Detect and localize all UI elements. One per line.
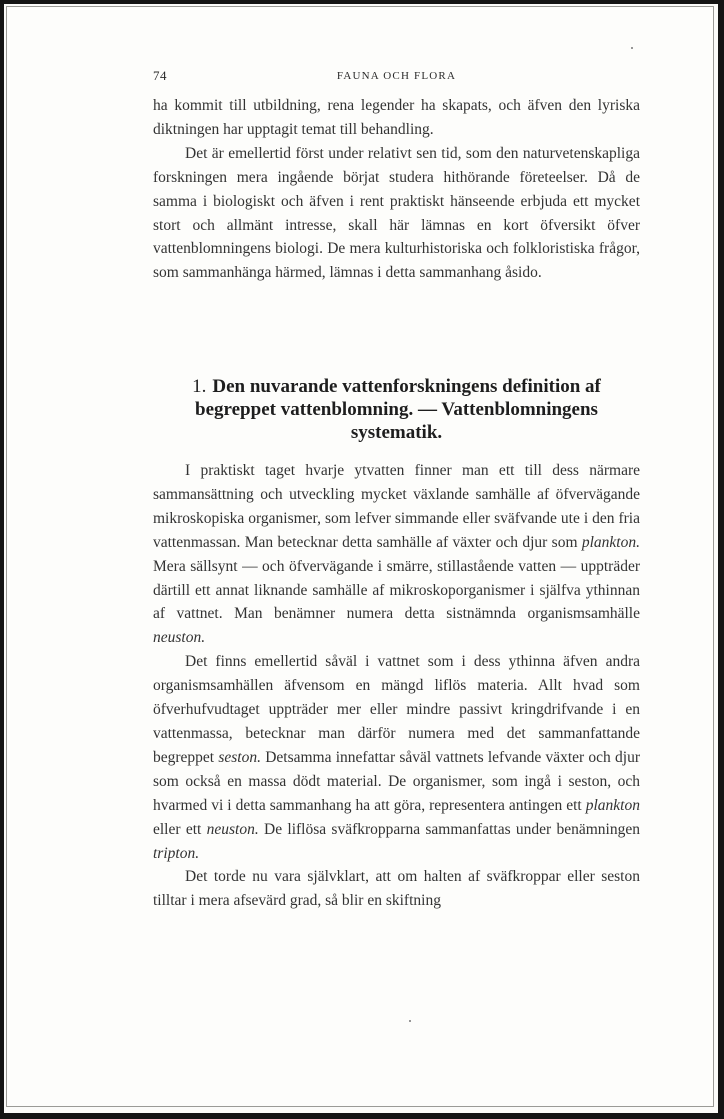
paper-speck [409, 1020, 411, 1022]
intro-text [153, 94, 640, 285]
term-italic: neuston. [206, 820, 259, 838]
term-italic: plankton [585, 796, 640, 814]
term-italic: seston. [218, 748, 261, 766]
term-italic: tripton. [153, 844, 200, 862]
text-run: Det finns emellertid såväl i vattnet som i dess ythinna äfven andra organismsamhällen äfvensom en mängd liflös materia. Allt hvad som öfverhufvudtaget uppträder mer eller mindre passivt kringdrifvande i en vattenmassa, betecknar man därför numera med det sammanfattande begreppet [153, 653, 640, 766]
text-run: Detsamma innefattar såväl vattnets lefvande växter och djur som också en massa dödt material. De organismer, som ingå i seston, och hvarmed vi i detta sammanhang ha att göra, representera antingen ett [153, 748, 640, 814]
book-page [6, 6, 714, 1107]
paragraph: ha kommit till utbildning, rena legender ha skapats, och äfven den lyriska diktningen har upptagit temat till behandling. [153, 97, 640, 138]
text-run: I praktiskt taget hvarje ytvatten finner man ett till dess närmare sammansättning och utveckling mycket växlande samhälle af öfvervägande mikroskopiska organismer, som lefver simmande eller sväfvande ute i den fria vattenmassan. Man betecknar detta samhälle af växter och djur som [153, 462, 640, 551]
text-run: Mera sällsynt — och öfvervägande i smärre, stillastående vatten — uppträder därtill ett annat liknande samhälle af mikroskoporganismer i själfva ythinnan af vattnet. Man benämner numera detta sistnämnda organismsamhälle [153, 557, 640, 623]
page-number: 74 [153, 68, 167, 83]
section-title: Den nuvarande vattenforskningens definition af begreppet vattenblomning. — Vattenblomningens systematik. [195, 376, 601, 443]
section-body [153, 459, 640, 913]
paragraph [153, 650, 640, 865]
text-run: eller ett [153, 820, 207, 838]
section-number: 1. [192, 376, 207, 397]
term-italic: plankton. [581, 533, 640, 551]
page-header [153, 68, 640, 88]
term-italic: neuston. [153, 629, 206, 647]
text-run: De liflösa sväfkropparna sammanfattas under benämningen [258, 820, 640, 838]
paragraph: Det torde nu vara självklart, att om halten af sväfkroppar eller seston tilltar i mera afsevärd grad, så blir en skiftning [153, 868, 640, 910]
paper-speck [631, 47, 633, 49]
paragraph [153, 459, 640, 650]
paragraph: Det är emellertid först under relativt sen tid, som den naturvetenskapliga forskningen mera ingående börjat studera hithörande företeelser. Då de samma i biologiskt och äfven i rent praktiskt hänseende erbjuda ett mycket stort och allmänt intresse, skall här lämnas en kort öfversikt öfver vattenblomningens biologi. De mera kulturhistoriska och folkloristiska frågor, som sammanhänga härmed, lämnas i detta sammanhang åsido. [153, 144, 640, 282]
running-title: FAUNA OCH FLORA [336, 70, 457, 82]
section-heading [153, 375, 640, 444]
